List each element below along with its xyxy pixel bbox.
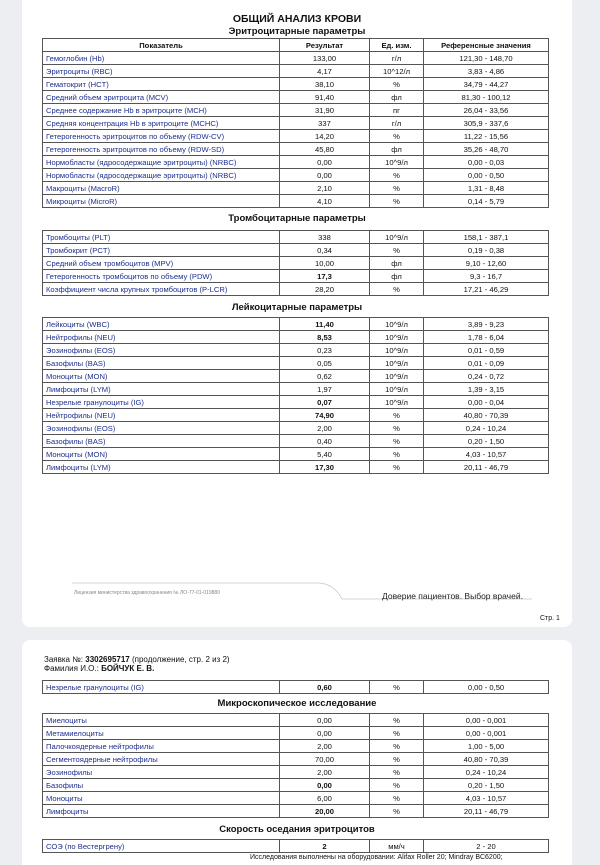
cell-unit: % <box>370 714 424 727</box>
cell-reference: 4,03 - 10,57 <box>424 792 549 805</box>
table-row <box>43 231 549 244</box>
cell-result: 0,34 <box>280 244 370 257</box>
cell-result: 70,00 <box>280 753 370 766</box>
cell-result: 0,05 <box>280 357 370 370</box>
table-row <box>43 681 549 694</box>
cell-reference: 4,03 - 10,57 <box>424 448 549 461</box>
header-parameter: Показатель <box>43 39 280 52</box>
cell-unit: фл <box>370 257 424 270</box>
cell-reference: 0,24 - 10,24 <box>424 766 549 779</box>
cell-result: 337 <box>280 117 370 130</box>
cell-result: 0,00 <box>280 714 370 727</box>
table-row <box>43 714 549 727</box>
cell-parameter: СОЭ (по Вестергрену) <box>43 840 280 853</box>
cell-result: 2,00 <box>280 422 370 435</box>
table-row <box>43 182 549 195</box>
cell-unit: 10^9/л <box>370 396 424 409</box>
cell-parameter: Средний объем эритроцита (MCV) <box>43 91 280 104</box>
cell-result: 1,97 <box>280 383 370 396</box>
table-row <box>43 143 549 156</box>
cell-result: 45,80 <box>280 143 370 156</box>
report-page-1 <box>22 0 572 627</box>
cell-unit: г/л <box>370 117 424 130</box>
cell-reference: 20,11 - 46,79 <box>424 461 549 474</box>
cell-reference: 0,01 - 0,09 <box>424 357 549 370</box>
cell-reference: 9,10 - 12,60 <box>424 257 549 270</box>
cell-result: 0,00 <box>280 156 370 169</box>
request-suffix: (продолжение, стр. 2 из 2) <box>131 655 230 664</box>
table-row <box>43 169 549 182</box>
cell-parameter: Макроциты (MacroR) <box>43 182 280 195</box>
cell-reference: 0,00 - 0,50 <box>424 681 549 694</box>
cell-parameter: Моноциты (MON) <box>43 370 280 383</box>
cell-parameter: Нормобласты (ядросодержащие эритроциты) (NRBC) <box>43 169 280 182</box>
leukocyte-table <box>42 317 549 474</box>
cell-reference: 2 - 20 <box>424 840 549 853</box>
cell-result: 8,53 <box>280 331 370 344</box>
patient-label: Фамилия И.О.: <box>44 664 99 673</box>
cell-parameter: Гетерогенность тромбоцитов по объему (PDW) <box>43 270 280 283</box>
cell-result: 0,07 <box>280 396 370 409</box>
table-header-row <box>43 39 549 52</box>
cell-reference: 0,14 - 5,79 <box>424 195 549 208</box>
esr-section-title: Скорость оседания эритроцитов <box>219 824 375 835</box>
cell-parameter: Незрелые гранулоциты (IG) <box>43 396 280 409</box>
cell-result: 74,90 <box>280 409 370 422</box>
header-unit: Ед. изм. <box>370 39 424 52</box>
cell-unit: 10^9/л <box>370 156 424 169</box>
table-row <box>43 78 549 91</box>
cell-reference: 3,89 - 9,23 <box>424 318 549 331</box>
table-row <box>43 840 549 853</box>
license-text: Лицензия министерства здравоохранения № ЛО-77-01-019880 <box>74 590 220 596</box>
cell-parameter: Средний объем тромбоцитов (MPV) <box>43 257 280 270</box>
report-title: ОБЩИЙ АНАЛИЗ КРОВИ <box>232 13 362 25</box>
esr-table <box>42 839 549 853</box>
table-row <box>43 461 549 474</box>
cell-parameter: Метамиелоциты <box>43 727 280 740</box>
leukocyte-section-title: Лейкоцитарные параметры <box>231 302 363 313</box>
request-line <box>44 655 230 664</box>
cell-unit: фл <box>370 91 424 104</box>
table-row <box>43 130 549 143</box>
cell-result: 0,00 <box>280 727 370 740</box>
table-row <box>43 792 549 805</box>
cell-parameter: Лимфоциты (LYM) <box>43 383 280 396</box>
patient-line <box>44 664 154 673</box>
table-row <box>43 448 549 461</box>
cell-unit: % <box>370 766 424 779</box>
cell-reference: 158,1 - 387,1 <box>424 231 549 244</box>
cell-reference: 81,30 - 100,12 <box>424 91 549 104</box>
cell-unit: % <box>370 681 424 694</box>
cell-unit: 10^9/л <box>370 383 424 396</box>
cell-result: 2,00 <box>280 766 370 779</box>
table-row <box>43 357 549 370</box>
cell-result: 10,00 <box>280 257 370 270</box>
table-row <box>43 805 549 818</box>
cell-reference: 0,24 - 0,72 <box>424 370 549 383</box>
cell-unit: % <box>370 169 424 182</box>
microscopy-table <box>42 713 549 818</box>
table-row <box>43 318 549 331</box>
cell-parameter: Нормобласты (ядросодержащие эритроциты) (NRBC) <box>43 156 280 169</box>
equipment-note: Исследования выполнены на оборудовании: Alifax Roller 20; Mindray BC6200; <box>250 854 503 861</box>
cell-parameter: Гемоглобин (Hb) <box>43 52 280 65</box>
patient-name: БОЙЧУК Е. В. <box>101 664 155 673</box>
cell-parameter: Лимфоциты <box>43 805 280 818</box>
cell-unit: 10^9/л <box>370 331 424 344</box>
cell-result: 4,10 <box>280 195 370 208</box>
cell-result: 2,10 <box>280 182 370 195</box>
cell-reference: 1,00 - 5,00 <box>424 740 549 753</box>
cell-unit: % <box>370 78 424 91</box>
cell-reference: 305,9 - 337,6 <box>424 117 549 130</box>
cell-result: 2 <box>280 840 370 853</box>
cell-parameter: Эритроциты (RBC) <box>43 65 280 78</box>
request-label: Заявка №: <box>44 655 84 664</box>
table-row <box>43 65 549 78</box>
table-row <box>43 779 549 792</box>
cell-unit: 10^9/л <box>370 357 424 370</box>
table-row <box>43 344 549 357</box>
cell-reference: 0,00 - 0,001 <box>424 714 549 727</box>
cell-unit: 10^9/л <box>370 318 424 331</box>
cell-reference: 0,20 - 1,50 <box>424 779 549 792</box>
cell-result: 91,40 <box>280 91 370 104</box>
cell-parameter: Лейкоциты (WBC) <box>43 318 280 331</box>
cell-unit: % <box>370 461 424 474</box>
cell-parameter: Эозинофилы (EOS) <box>43 422 280 435</box>
table-row <box>43 195 549 208</box>
header-reference: Референсные значения <box>424 39 549 52</box>
cell-result: 0,00 <box>280 779 370 792</box>
cell-parameter: Миелоциты <box>43 714 280 727</box>
cell-result: 28,20 <box>280 283 370 296</box>
table-row <box>43 383 549 396</box>
cell-parameter: Незрелые гранулоциты (IG) <box>43 681 280 694</box>
table-row <box>43 727 549 740</box>
cell-parameter: Эозинофилы (EOS) <box>43 344 280 357</box>
table-row <box>43 766 549 779</box>
cell-unit: % <box>370 740 424 753</box>
table-row <box>43 270 549 283</box>
cell-parameter: Нейтрофилы (NEU) <box>43 331 280 344</box>
table-row <box>43 422 549 435</box>
cell-reference: 1,39 - 3,15 <box>424 383 549 396</box>
cell-unit: % <box>370 727 424 740</box>
cell-parameter: Тромбокрит (PCT) <box>43 244 280 257</box>
cell-parameter: Лимфоциты (LYM) <box>43 461 280 474</box>
table-row <box>43 156 549 169</box>
cell-parameter: Нейтрофилы (NEU) <box>43 409 280 422</box>
platelet-table <box>42 230 549 296</box>
platelet-section-title: Тромбоцитарные параметры <box>228 213 366 224</box>
cell-unit: % <box>370 422 424 435</box>
cell-unit: 10^9/л <box>370 231 424 244</box>
cell-parameter: Коэффициент числа крупных тромбоцитов (P-LCR) <box>43 283 280 296</box>
cell-reference: 0,00 - 0,50 <box>424 169 549 182</box>
cell-unit: % <box>370 182 424 195</box>
microscopy-section-title: Микроскопическое исследование <box>217 698 377 709</box>
immature-granulocytes-table <box>42 680 549 694</box>
cell-result: 0,62 <box>280 370 370 383</box>
table-row <box>43 396 549 409</box>
cell-parameter: Моноциты <box>43 792 280 805</box>
cell-result: 38,10 <box>280 78 370 91</box>
cell-reference: 0,00 - 0,03 <box>424 156 549 169</box>
cell-result: 20,00 <box>280 805 370 818</box>
cell-parameter: Гетерогенность эритроцитов по объему (RDW-SD) <box>43 143 280 156</box>
table-row <box>43 740 549 753</box>
cell-unit: % <box>370 195 424 208</box>
cell-result: 14,20 <box>280 130 370 143</box>
table-row <box>43 753 549 766</box>
cell-reference: 0,01 - 0,59 <box>424 344 549 357</box>
cell-unit: % <box>370 448 424 461</box>
cell-reference: 1,78 - 6,04 <box>424 331 549 344</box>
cell-unit: 10^12/л <box>370 65 424 78</box>
cell-unit: % <box>370 805 424 818</box>
cell-result: 133,00 <box>280 52 370 65</box>
header-result: Результат <box>280 39 370 52</box>
cell-reference: 35,26 - 48,70 <box>424 143 549 156</box>
cell-unit: пг <box>370 104 424 117</box>
cell-reference: 34,79 - 44,27 <box>424 78 549 91</box>
cell-result: 11,40 <box>280 318 370 331</box>
cell-result: 0,00 <box>280 169 370 182</box>
cell-result: 6,00 <box>280 792 370 805</box>
report-page-2 <box>22 640 572 865</box>
cell-result: 0,23 <box>280 344 370 357</box>
cell-result: 4,17 <box>280 65 370 78</box>
cell-result: 17,3 <box>280 270 370 283</box>
cell-parameter: Палочкоядерные нейтрофилы <box>43 740 280 753</box>
table-row <box>43 91 549 104</box>
cell-result: 17,30 <box>280 461 370 474</box>
cell-reference: 121,30 - 148,70 <box>424 52 549 65</box>
table-row <box>43 283 549 296</box>
table-row <box>43 331 549 344</box>
cell-reference: 11,22 - 15,56 <box>424 130 549 143</box>
table-row <box>43 370 549 383</box>
cell-unit: % <box>370 753 424 766</box>
cell-reference: 0,00 - 0,001 <box>424 727 549 740</box>
cell-parameter: Базофилы (BAS) <box>43 435 280 448</box>
cell-unit: г/л <box>370 52 424 65</box>
cell-unit: 10^9/л <box>370 370 424 383</box>
cell-result: 0,40 <box>280 435 370 448</box>
cell-parameter: Тромбоциты (PLT) <box>43 231 280 244</box>
table-row <box>43 52 549 65</box>
table-row <box>43 117 549 130</box>
table-row <box>43 244 549 257</box>
cell-reference: 26,04 - 33,56 <box>424 104 549 117</box>
cell-unit: % <box>370 779 424 792</box>
erythrocyte-table <box>42 38 549 208</box>
cell-result: 5,40 <box>280 448 370 461</box>
request-number: 3302695717 <box>85 655 130 664</box>
cell-parameter: Гетерогенность эритроцитов по объему (RDW-CV) <box>43 130 280 143</box>
erythrocyte-section-title: Эритроцитарные параметры <box>228 26 366 37</box>
cell-unit: фл <box>370 270 424 283</box>
cell-unit: 10^9/л <box>370 344 424 357</box>
cell-result: 0,60 <box>280 681 370 694</box>
cell-parameter: Микроциты (MicroR) <box>43 195 280 208</box>
cell-parameter: Базофилы <box>43 779 280 792</box>
cell-reference: 1,31 - 8,48 <box>424 182 549 195</box>
cell-parameter: Средняя концентрация Hb в эритроците (MCHC) <box>43 117 280 130</box>
table-row <box>43 257 549 270</box>
table-row <box>43 435 549 448</box>
cell-result: 338 <box>280 231 370 244</box>
cell-parameter: Моноциты (MON) <box>43 448 280 461</box>
cell-unit: % <box>370 792 424 805</box>
cell-reference: 20,11 - 46,79 <box>424 805 549 818</box>
table-row <box>43 409 549 422</box>
cell-unit: % <box>370 435 424 448</box>
table-row <box>43 104 549 117</box>
cell-result: 31,90 <box>280 104 370 117</box>
cell-reference: 0,19 - 0,38 <box>424 244 549 257</box>
cell-parameter: Базофилы (BAS) <box>43 357 280 370</box>
cell-unit: % <box>370 244 424 257</box>
cell-unit: % <box>370 283 424 296</box>
cell-unit: % <box>370 409 424 422</box>
tagline: Доверие пациентов. Выбор врачей. <box>382 591 523 601</box>
cell-reference: 0,24 - 10,24 <box>424 422 549 435</box>
page-number: Стр. 1 <box>540 615 560 622</box>
cell-result: 2,00 <box>280 740 370 753</box>
cell-reference: 0,20 - 1,50 <box>424 435 549 448</box>
cell-reference: 40,80 - 70,39 <box>424 409 549 422</box>
cell-reference: 3,83 - 4,86 <box>424 65 549 78</box>
cell-unit: % <box>370 130 424 143</box>
cell-reference: 17,21 - 46,29 <box>424 283 549 296</box>
cell-unit: фл <box>370 143 424 156</box>
cell-parameter: Среднее содержание Hb в эритроците (MCH) <box>43 104 280 117</box>
cell-unit: мм/ч <box>370 840 424 853</box>
cell-reference: 9,3 - 16,7 <box>424 270 549 283</box>
cell-reference: 40,80 - 70,39 <box>424 753 549 766</box>
cell-parameter: Сегментоядерные нейтрофилы <box>43 753 280 766</box>
cell-parameter: Эозинофилы <box>43 766 280 779</box>
cell-parameter: Гематокрит (HCT) <box>43 78 280 91</box>
cell-reference: 0,00 - 0,04 <box>424 396 549 409</box>
